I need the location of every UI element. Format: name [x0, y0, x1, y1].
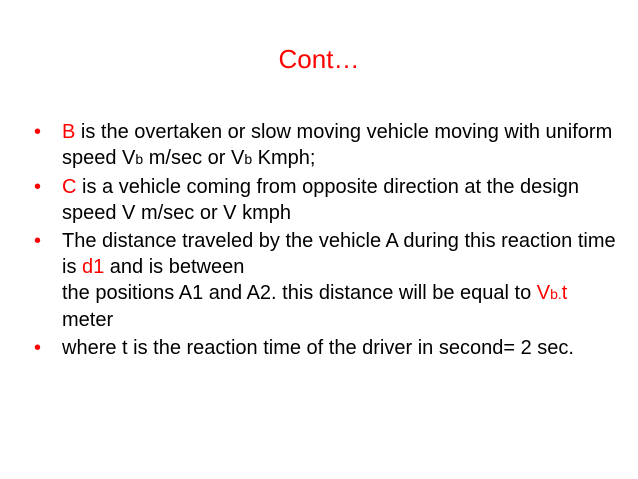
- bullet-text: Kmph;: [252, 147, 316, 169]
- bullet-item-vehicle-c: [34, 174, 624, 226]
- bullet-text: The distance traveled by the vehicle A during this reaction time is: [62, 230, 616, 278]
- bullet-icon: •: [34, 121, 42, 143]
- bullet-item-reaction-distance: [34, 228, 624, 333]
- formula: [537, 282, 568, 304]
- bullet-item-reaction-time: [34, 335, 624, 361]
- vehicle-b-label: B: [62, 121, 76, 143]
- bullet-text: m/sec or V: [143, 147, 245, 169]
- subscript: b: [244, 151, 253, 167]
- bullet-text: where t is the reaction time of the driver in second= 2 sec.: [62, 337, 574, 359]
- bullet-icon: •: [34, 337, 42, 359]
- formula-t: t: [561, 282, 568, 304]
- bullet-icon: •: [34, 230, 42, 252]
- bullet-item-vehicle-b: [34, 119, 624, 172]
- bullet-list: [34, 119, 624, 363]
- d1-highlight: d1: [82, 256, 105, 278]
- bullet-text: the positions A1 and A2. this distance will be equal to: [62, 282, 537, 304]
- subscript: b: [135, 151, 144, 167]
- bullet-text: meter: [62, 309, 114, 331]
- vehicle-c-label: C: [62, 176, 77, 198]
- slide-title: Cont…: [278, 44, 360, 74]
- bullet-icon: •: [34, 176, 42, 198]
- formula-subscript: b: [550, 286, 558, 302]
- bullet-text: is a vehicle coming from opposite direction at the design speed V m/sec or V kmph: [62, 176, 579, 224]
- formula-v: V: [536, 282, 551, 304]
- formula-dot: .: [557, 286, 562, 302]
- bullet-text: is the overtaken or slow moving vehicle moving with uniform speed V: [62, 121, 613, 169]
- bullet-text: and is between: [104, 256, 245, 278]
